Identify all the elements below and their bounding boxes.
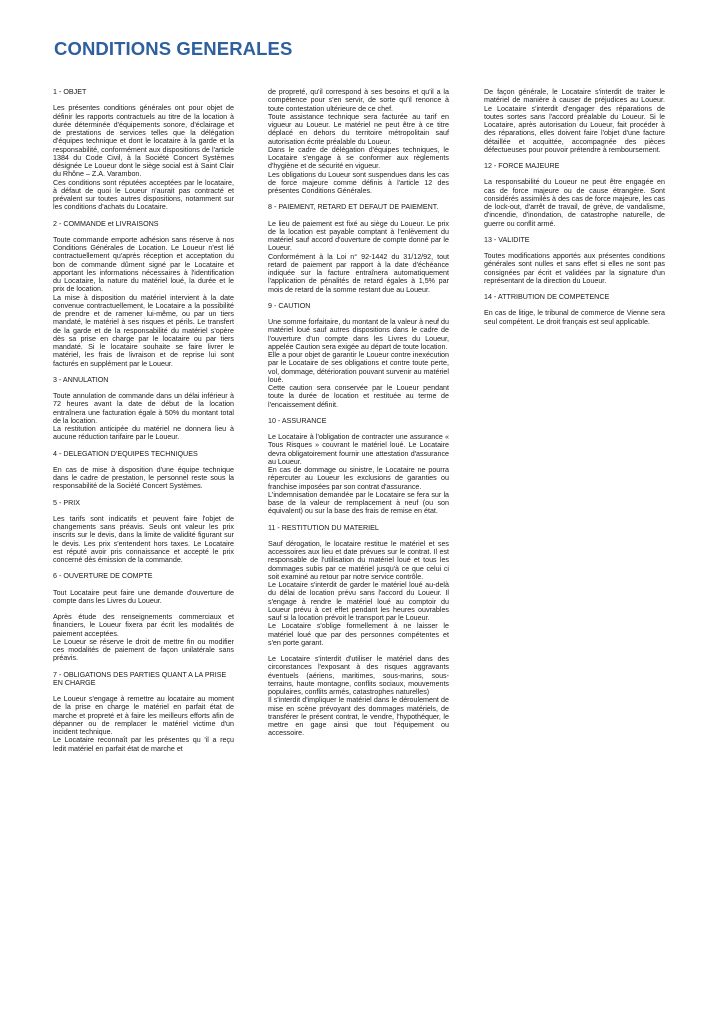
paragraph: Le lieu de paiement est fixé au siège du Loueur. Le prix de la location est payable comptant à l'enlèvement du matériel sauf accord d'ouverture de compte donné par le Loueur. — [268, 219, 449, 253]
paragraph: Le Locataire reconnaît par les présentes qu 'il a reçu ledit matériel en parfait état de marche et — [53, 736, 234, 753]
section — [53, 220, 234, 368]
paragraph: La responsabilité du Loueur ne peut être engagée en cas de force majeure ou de cause étrangère. Sont considérés assimilés à des cas de force majeure, les cas de lock-out, d'arrêt de travail, de grève, de vandalisme, d'incendie, d'inondation, de catastrophe naturelle, de guerre ou conflit armé. — [484, 178, 665, 228]
section — [484, 293, 665, 326]
section-continuation — [268, 88, 449, 195]
paragraph: De façon générale, le Locataire s'interdit de traiter le matériel de manière à causer de préjudices au Loueur. Le Locataire s'interdit d'engager des réparations de toutes sortes sans l'accord préalable du Loueur. Si le Locataire, après autorisation du Loueur, fait procéder à des réparations, elles doivent faire l'objet d'une facture détaillée et acquittée, accompagnée des pièces défectueuses pour pouvoir prétendre à remboursement. — [484, 88, 665, 154]
section-heading: 4 - DELEGATION D'EQUIPES TECHNIQUES — [53, 449, 198, 458]
section — [484, 236, 665, 285]
column-2 — [268, 88, 449, 746]
paragraph: Elle a pour objet de garantir le Loueur contre inexécution par le Locataire de ses obligations et contre toute perte, vol, dommage, détérioration pouvant survenir au matériel loué. — [268, 351, 449, 384]
section — [53, 376, 234, 442]
paragraph: Dans le cadre de délégation d'équipes techniques, le Locataire s'engage à se conformer aux règlements d'hygiène et de sécurité en vigueur. — [268, 145, 449, 171]
section — [268, 203, 449, 294]
paragraph — [53, 605, 234, 613]
paragraph: Il s'interdit d'impliquer le matériel dans le déroulement de mise en scène prévoyant des dommages matériels, de transférer le présent contrat, le vendre, l'hypothéquer, le mettre en gage ainsi que tout l'équipement ou accessoire. — [268, 696, 449, 738]
paragraph: Ces conditions sont réputées acceptées par le locataire, à défaut de quoi le Loueur n'aurait pas contracté et prévalent sur toutes autres dispositions, notamment sur les conditions d'achats du Locataire. — [53, 178, 234, 212]
section — [268, 417, 449, 516]
paragraph: Une somme forfaitaire, du montant de la valeur à neuf du matériel loué sauf autres dispositions dans le cadre de l'ouverture d'un compte dans les Livres du Loueur, appelée Caution sera exigée au départ de toute location. — [268, 318, 449, 351]
section — [53, 572, 234, 662]
paragraph: La restitution anticipée du matériel ne donnera lieu à aucune réduction tarifaire par le Loueur. — [53, 425, 234, 442]
section — [53, 671, 234, 753]
section-heading: 8 - PAIEMENT, RETARD ET DEFAUT DE PAIEMENT. — [268, 203, 439, 212]
paragraph: Toute annulation de commande dans un délai inférieur à 72 heures avant la date de début de la location entraînera une facturation égale à 50% du montant total de la location. — [53, 392, 234, 425]
section-continuation — [484, 88, 665, 154]
paragraph: Conformément à la Loi n° 92-1442 du 31/12/92, tout retard de paiement par rapport à la date d'échéance indiquée sur la facture entraînera automatiquement l'application de pénalités de retard égales à 1,5% par mois de retard de la somme restant due au Loueur. — [268, 252, 449, 294]
section-heading: 10 - ASSURANCE — [268, 416, 327, 425]
paragraph: Toute assistance technique sera facturée au tarif en vigueur au Loueur. Le matériel ne peut être à ce titre déplacé en dehors du territoire métropolitain sauf autorisation écrite préalable du Loueur. — [268, 112, 449, 146]
paragraph: Toute commande emporte adhésion sans réserve à nos Conditions Générales de Location. Le Loueur n'est lié contractuellement qu'après réception et acceptation du bon de commande dûment signé par le Locataire et apportant les informations nécessaires à l'identification du Locataire, la nature du matériel loué, la durée et le prix de location. — [53, 235, 234, 294]
paragraph: Toutes modifications apportés aux présentes conditions générales sont nulles et sans effet si elles ne sont pas consignées par écrit et validées par la signature d'un représentant de la direction du Loueur. — [484, 252, 665, 285]
paragraph: Le Locataire à l'obligation de contracter une assurance « Tous Risques » couvrant le matériel loué. Le Locataire devra obligatoirement fournir une attestation d'assurance au Loueur. — [268, 433, 449, 466]
column-1 — [53, 88, 234, 761]
section — [53, 88, 234, 212]
section-heading: 6 - OUVERTURE DE COMPTE — [53, 572, 153, 581]
section-heading: 13 - VALIDITE — [484, 235, 530, 244]
section-heading: 5 - PRIX — [53, 498, 80, 507]
paragraph: L'indemnisation demandée par le Locataire se fera sur la base de la valeur de remplacement à neuf (ou son équivalent) ou sur la base des frais de remise en état. — [268, 490, 449, 516]
paragraph: Tout Locataire peut faire une demande d'ouverture de compte dans les Livres du Loueur. — [53, 588, 234, 605]
paragraph: En cas de litige, le tribunal de commerce de Vienne sera seul compétent. Le droit français est seul applicable. — [484, 309, 665, 326]
column-3 — [484, 88, 665, 334]
paragraph: En cas de dommage ou sinistre, le Locataire ne pourra répercuter au Loueur les exclusions de garanties ou franchise imposées par son contrat d'assurance. — [268, 466, 449, 491]
section — [53, 499, 234, 565]
paragraph: Après étude des renseignements commerciaux et financiers, le Loueur fixera par écrit les modalités de paiement acceptées. — [53, 613, 234, 638]
section — [484, 162, 665, 228]
section-heading: 2 - COMMANDE et LIVRAISONS — [53, 219, 159, 228]
section — [53, 450, 234, 491]
section — [268, 302, 449, 409]
section — [268, 524, 449, 738]
paragraph: Le Locataire s'interdit de garder le matériel loué au-delà du délai de location prévu sans l'accord du Loueur. Il s'engage à rendre le matériel loué au comptoir du Loueur prévu à cet effet pendant les heures ouvrables sauf si la location prévoit le transport par le Loueur. — [268, 581, 449, 622]
paragraph: La mise à disposition du matériel intervient à la date convenue contractuellement, le Locataire a la possibilité de prendre et de ramener lui-même, ou par un tiers mandaté, le matériel à ses risques et périls. Le transfert de la garde et de la responsabilité du matériel s'opère dès sa prise en charge par le locataire ou par tiers mandaté. Si le locataire souhaite se faire livrer le matériel, les frais de livraison et de reprise lui sont facturés en supplément par le Loueur. — [53, 293, 234, 368]
paragraph — [268, 647, 449, 655]
paragraph: Le Locataire s'interdit d'utiliser le matériel dans des circonstances l'exposant à des risques aggravants éventuels (aériens, maritimes, sous-marins, sous-terrains, haute montagne, conflits sociaux, mouvements populaires, conflits armés, catastrophes naturelles) — [268, 655, 449, 696]
section-heading: 3 - ANNULATION — [53, 375, 109, 384]
paragraph: Le Locataire s'oblige formellement à ne laisser le matériel loué que par des personnes compétentes et s'en porte garant. — [268, 622, 449, 647]
paragraph: Le Loueur se réserve le droit de mettre fin ou modifier ces modalités de paiement de façon unilatérale sans préavis. — [53, 637, 234, 663]
paragraph: En cas de mise à disposition d'une équipe technique dans le cadre de prestation, le personnel reste sous la responsabilité de la Société Concert Systèmes. — [53, 465, 234, 491]
paragraph: Sauf dérogation, le locataire restitue le matériel et ses accessoires aux lieu et date prévues sur le contrat. Il est responsable de l'utilisation du matériel loué et tous les dommages subis par ce matériel jusqu'à ce que celui ci soit examiné au retour par notre service contrôle. — [268, 539, 449, 581]
paragraph: Les obligations du Loueur sont suspendues dans les cas de force majeure comme définis à l'article 12 des présentes Conditions Générales. — [268, 170, 449, 195]
section-heading: 11 - RESTITUTION DU MATERIEL — [268, 523, 379, 532]
section-heading: 12 - FORCE MAJEURE — [484, 162, 560, 170]
paragraph: Le Loueur s'engage à remettre au locataire au moment de la prise en charge le matériel en parfait état de marche et propreté et à faire les meilleurs efforts afin de dépanner ou de remplacer le matériel victime d'un incident technique. — [53, 695, 234, 736]
section-heading: 1 - OBJET — [53, 88, 87, 96]
paragraph: de propreté, qu'il correspond à ses besoins et qu'il a la compétence pour s'en servir, de sorte qu'il renonce à toute contestation ultérieure de ce chef. — [268, 88, 449, 113]
section-heading: 14 - ATTRIBUTION DE COMPETENCE — [484, 293, 610, 301]
section-heading: 7 - OBLIGATIONS DES PARTIES QUANT A LA PRISE EN CHARGE — [53, 670, 227, 687]
paragraph: Cette caution sera conservée par le Loueur pendant toute la durée de location et restituée au terme de l'encaissement définit. — [268, 384, 449, 409]
page-title: CONDITIONS GENERALES — [54, 38, 293, 59]
paragraph: Les tarifs sont indicatifs et peuvent faire l'objet de changements sans préavis. Seuls ont valeur les prix inscrits sur le devis, dans la limite de validité figurant sur le devis. Les prix s'entendent hors taxes. Le Locataire est réputé avoir pris connaissance et accepté le prix concerné dès émission de la commande. — [53, 514, 234, 564]
section-heading: 9 - CAUTION — [268, 301, 311, 310]
paragraph: Les présentes conditions générales ont pour objet de définir les rapports contractuels au titre de la location à durée déterminée d'équipements sonore, d'éclairage et de prestations de services telles que la délégation d'équipes technique et dont le locataire à la garde et la responsabilité, conformément aux dispositions de l'article 1384 du Code Civil, à la Société Concert Systèmes désignée Le Loueur dont le siège social est à Saint Clair du Rhône – Z.A. Varambon. — [53, 104, 234, 179]
